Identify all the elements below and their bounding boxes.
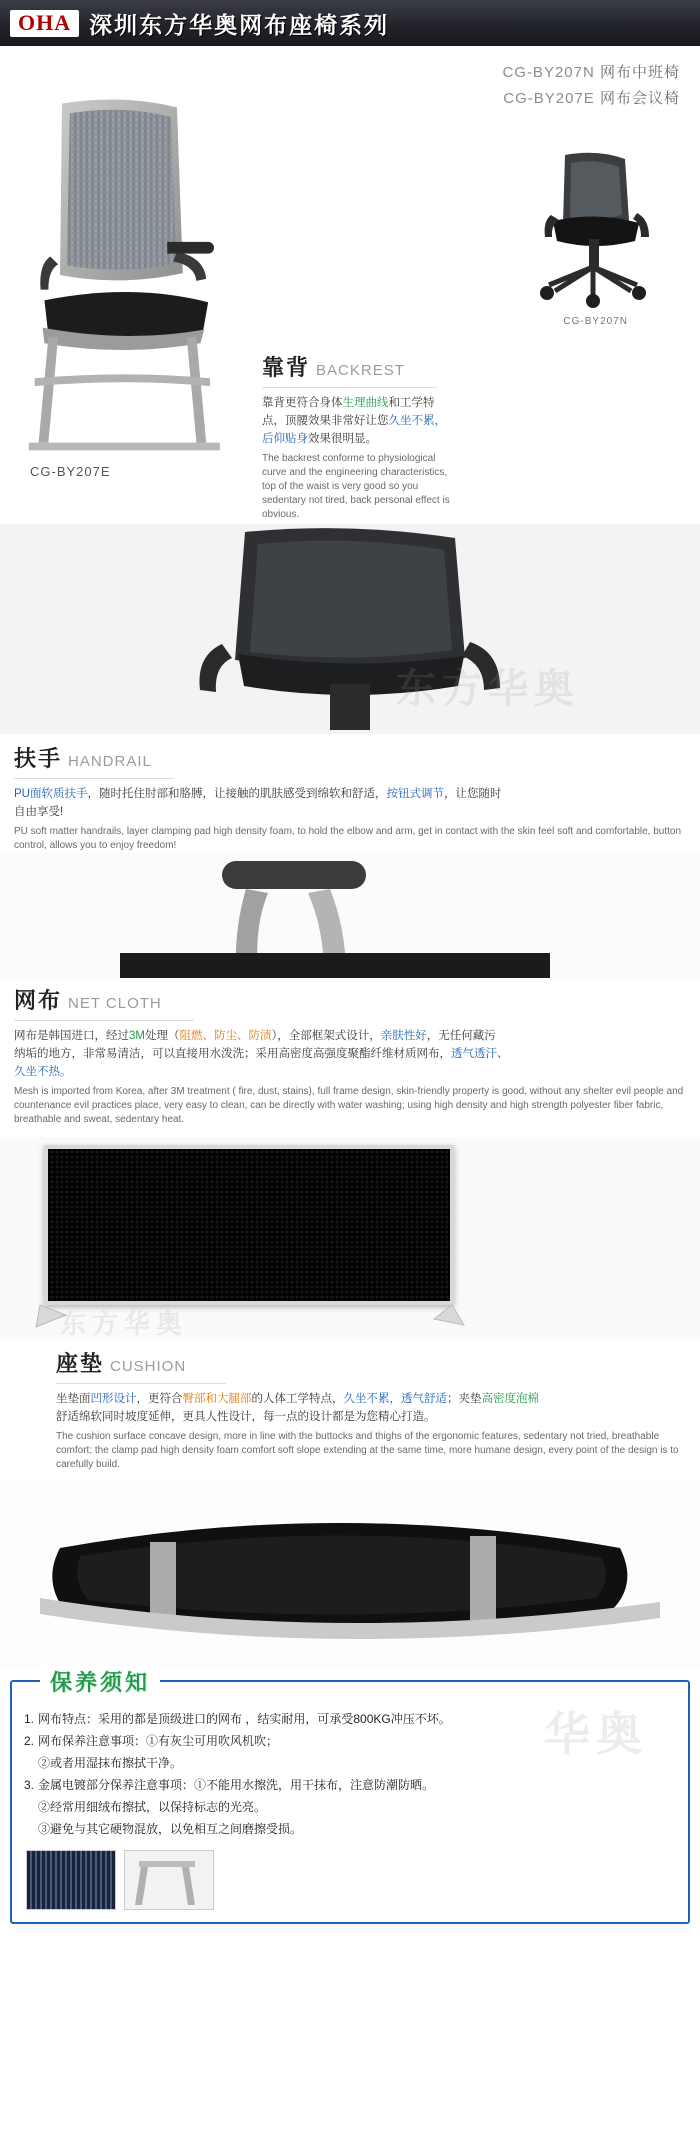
swatch-frame	[124, 1850, 214, 1910]
item-text: 网布保养注意事项：①有灰尘可用吹风机吹；	[38, 1734, 279, 1748]
caption-chair-large: CG-BY207E	[30, 464, 111, 479]
handrail-cn-3: 自由享受!	[14, 806, 64, 818]
cushion-cn-1: 坐垫面	[56, 1393, 91, 1405]
handrail-cn-2: ，让您随时	[443, 788, 502, 800]
section-handrail	[0, 734, 700, 853]
netcloth-cn-2: 处理（	[144, 1030, 180, 1042]
backrest-title-en: BACKREST	[316, 362, 405, 379]
backrest-cn-2: 和工学特点，顶腰效果非	[262, 397, 435, 427]
section-backrest	[262, 351, 682, 522]
hero-section	[0, 46, 700, 520]
cushion-body-en: The cushion surface concave design, more in line with the buttocks and thighs of the ergonomic features, sedentary not tried, breathable comfort; the clamp pad high density foam comfort soft slope extending at the same time, more humane design, every point of the design is to carefully build.	[56, 1431, 679, 1470]
cushion-heading	[56, 1347, 684, 1378]
handrail-title-en: HANDRAIL	[68, 753, 152, 770]
netcloth-cn-hl2: 阻燃、防尘、防渍	[179, 1030, 272, 1042]
sub-item: ③避免与其它硬物混放，以免相互之间磨擦受损。	[38, 1822, 303, 1836]
list-item	[24, 1774, 676, 1840]
backrest-cn-3: 常好让您	[342, 415, 389, 427]
cushion-body-cn	[56, 1390, 684, 1426]
netcloth-body-cn	[14, 1027, 684, 1081]
frame-illustration	[125, 1851, 214, 1910]
cushion-cn-3: 的人体工学特点，	[251, 1393, 344, 1405]
caption-chair-small: CG-BY207N	[563, 316, 628, 327]
netcloth-cn-3: ），全部框架式设计，	[271, 1030, 381, 1042]
section-cushion	[0, 1337, 700, 1472]
watermark: 华奥	[544, 1708, 648, 1760]
model-code-e: CG-BY207E	[503, 90, 595, 107]
divider	[14, 1020, 194, 1021]
netcloth-cn-hl4: 透气透汗、	[451, 1048, 509, 1060]
divider	[14, 778, 174, 779]
swatch-mesh	[26, 1850, 116, 1910]
handrail-body-cn	[14, 785, 682, 821]
divider	[262, 387, 437, 388]
mesh-corner-illustration	[0, 1137, 700, 1337]
backrest-cn-hl1: 生理曲线	[342, 397, 389, 409]
netcloth-title-en: NET CLOTH	[68, 995, 162, 1012]
item-number: 3.	[24, 1778, 35, 1792]
list-item	[24, 1730, 676, 1774]
cushion-cn-2: ，更符合	[136, 1393, 183, 1405]
backrest-cn-4: 效果很明显。	[308, 433, 377, 445]
model-code-n: CG-BY207N	[502, 64, 595, 81]
sub-item: ②或者用湿抹布擦拭干净。	[38, 1756, 183, 1770]
item-number: 2.	[24, 1734, 35, 1748]
backrest-title-cn: 靠背	[262, 355, 311, 380]
chair-n-illustration	[525, 151, 665, 311]
handrail-photo	[0, 524, 700, 734]
armrest-closeup-photo	[0, 853, 700, 978]
backrest-body-cn	[262, 394, 457, 448]
handrail-heading	[14, 742, 682, 773]
cushion-illustration	[0, 1478, 700, 1668]
item-text: 金属电镀部分保养注意事项：①不能用水擦洗，用干抹布，注意防潮防晒。	[38, 1778, 435, 1792]
maintenance-title: 保养须知	[40, 1666, 160, 1697]
cushion-cn-hl4: 高密度泡棉	[481, 1393, 539, 1405]
netcloth-cn-1: 网布是韩国进口，经过	[14, 1030, 129, 1042]
cushion-cn-hl1: 凹形设计	[90, 1393, 137, 1405]
backrest-cn-1: 靠背更符合身体	[262, 397, 343, 409]
handrail-cn-hl1: PU面软质扶手	[14, 788, 88, 800]
handrail-cn-1: ，随时托住肘部和胳膊，让接触的肌肤感受到绵软和舒适，	[87, 788, 387, 800]
maintenance-panel	[10, 1670, 690, 1924]
divider	[56, 1383, 226, 1384]
item-number: 1.	[24, 1712, 35, 1726]
netcloth-body-en: Mesh is imported from Korea, after 3M treatment ( fire, dust, stains), full frame design, skin-friendly property is good, without any shelter evil people and countenance evil practices place, very easy to clean, can be directly with water washing; using high density and high strength polyester fiber fabric, breathable and sweat, sedentary heat.	[14, 1086, 684, 1125]
netcloth-title-cn: 网布	[14, 988, 63, 1013]
handrail-cn-hl2: 按钮式调节	[386, 788, 444, 800]
model-name-n: 网布中班椅	[599, 64, 680, 81]
netcloth-cn-hl5: 久坐不热。	[14, 1066, 72, 1078]
handrail-body-en: PU soft matter handrails, layer clamping pad high density foam, to hold the elbow and arm, get in contact with the skin feel soft and comfortable, button control, allows you to enjoy freedom!	[14, 826, 682, 851]
model-name-e: 网布会议椅	[599, 90, 680, 107]
sub-list	[38, 1796, 434, 1840]
brand-logo: OHA	[10, 10, 79, 37]
cushion-cn-4: ；夹垫	[447, 1393, 482, 1405]
page-header	[0, 0, 700, 46]
mesh-photo	[0, 1137, 700, 1337]
model-code-n-row	[0, 60, 680, 86]
netcloth-cn-5: 纳垢的地方，非常易清洁，可以直接用水泼洗；采用高密度高强度聚酯纤维材质网布，	[14, 1048, 451, 1060]
backrest-body-en: The backrest conforme to physiological curve and the engineering characteristics, top of the waist is very good so you sedentary not tired, back personal effect is obvious.	[262, 453, 450, 520]
netcloth-heading	[14, 984, 684, 1015]
cushion-title-en: CUSHION	[110, 1358, 187, 1375]
chair-e-illustration	[18, 86, 258, 466]
list-item	[24, 1708, 676, 1730]
maintenance-list	[24, 1708, 676, 1840]
section-netcloth	[0, 978, 700, 1127]
cushion-photo	[0, 1478, 700, 1668]
backrest-heading	[262, 351, 682, 382]
netcloth-cn-4: ，无任何藏污	[426, 1030, 496, 1042]
handrail-back-illustration	[0, 524, 700, 734]
handrail-title-cn: 扶手	[14, 746, 63, 771]
netcloth-cn-hl3: 亲肤性好	[380, 1030, 427, 1042]
cushion-title-cn: 座垫	[56, 1351, 105, 1376]
item-text: 网布特点：采用的都是顶级进口的网布 ，结实耐用，可承受800KG冲压不坏。	[38, 1712, 451, 1726]
material-swatches	[24, 1850, 676, 1910]
sub-item: ②经常用细绒布擦拭，以保持标志的光亮。	[38, 1800, 267, 1814]
cushion-cn-hl2: 臀部和大腿部	[182, 1393, 252, 1405]
netcloth-cn-hl1: 3M	[129, 1030, 145, 1042]
chair-photo-small	[525, 151, 665, 311]
watermark: 东方华奥	[60, 1309, 189, 1337]
page-title: 深圳东方华奥网布座椅系列	[89, 11, 390, 38]
armrest-illustration	[0, 853, 700, 978]
cushion-cn-hl3: 久坐不累，透气舒适	[343, 1393, 447, 1405]
sub-list	[38, 1752, 278, 1774]
backrest-cn-hl2: 久坐不累，后仰贴身	[262, 415, 446, 445]
cushion-cn-5: 舒适绵软同时坡度延伸，更具人性设计，每一点的设计都是为您精心打造。	[56, 1411, 436, 1423]
